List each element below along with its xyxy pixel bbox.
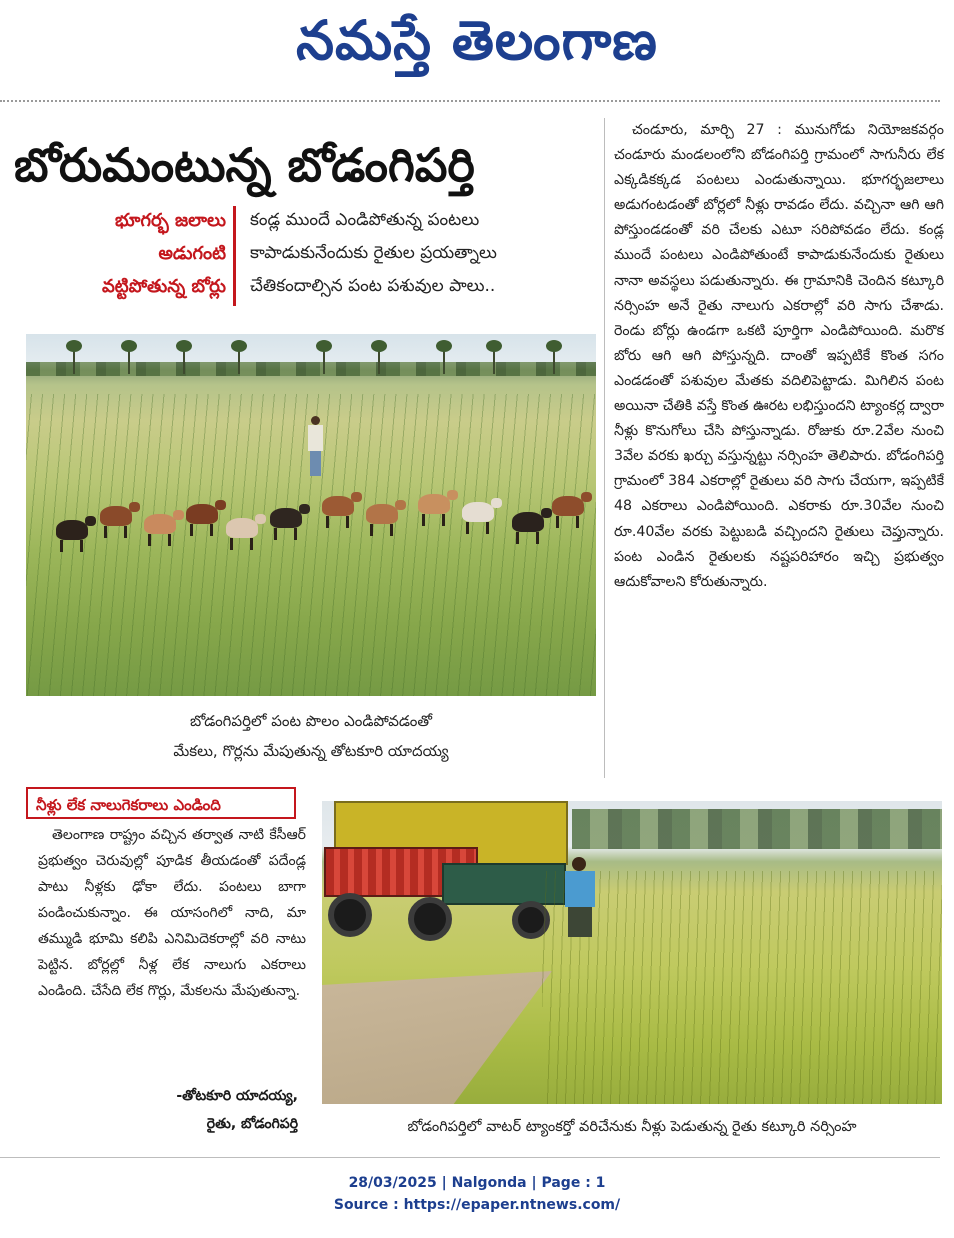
treeline [26, 362, 596, 376]
subhead-red [16, 204, 226, 303]
dirt-road [322, 971, 552, 1104]
goat [322, 496, 354, 516]
masthead-rule [0, 100, 940, 102]
headline: బోరుమంటున్న బోడంగిపర్తి [14, 138, 475, 192]
palm-tree [371, 338, 387, 374]
wheel [328, 893, 372, 937]
box-title: నీళ్లు లేక నాలుగెకరాలు ఎండింది [26, 787, 296, 819]
footer-rule [0, 1157, 940, 1158]
box-byline [100, 1082, 298, 1138]
goat [100, 506, 132, 526]
footer-source: Source : https://epaper.ntnews.com/ [333, 1197, 621, 1213]
palm-tree [436, 338, 452, 374]
photo1-caption [26, 706, 596, 766]
goat [144, 514, 176, 534]
masthead-title: నమస్తే తెలంగాణ [296, 9, 658, 72]
goat [462, 502, 494, 522]
subhead-red-line: భూగర్భ జలాలు [114, 210, 226, 231]
footer [0, 1172, 954, 1216]
subhead-red-line: వట్టిపోతున్న బోర్లు [102, 276, 226, 297]
byline-line: రైతు, బోడంగిపర్తి [206, 1116, 298, 1132]
farmer-figure [562, 857, 598, 937]
farmer-figure [306, 416, 324, 476]
subhead-black [250, 204, 600, 303]
palm-tree [486, 338, 502, 374]
article-paragraph: చండూరు, మార్చి 27 : మునుగోడు నియోజకవర్గం చండూరు మండలంలోని బోడంగిపర్తి గ్రామంలో సాగునీరు లేక ఎక్కడికక్కడ పంటలు ఎండుతున్నాయి. భూగర్భజలాలు అడుగంటడంతో బోర్లలో నీళ్లు రావడం లేదు. వచ్చినా ఆగి ఆగి పోస్తుండడంతో వరి చేలకు ఎటూ సరిపోవడం లేదు. కండ్ల ముందే పంటలు ఎండిపోతుంటే కాపాడుకునేందుకు రైతులు నానా అవస్థలు పడుతున్నారు. ఈ గ్రామానికి చెందిన కట్కూరి నర్సింహ అనే రైతు నాలుగు ఎకరాల్లో వరి సాగు చేశాడు. రెండు బోర్లు ఉండగా ఒకటి పూర్తిగా ఎండిపోయింది. మరొక బోరు ఆగి ఆగి పోస్తున్నది. దాంతో ఇప్పటికే కొంత సగం ఎండడంతో పశువుల మేతకు వదిలిపెట్టాడు. మిగిలిన పంట అయినా చేతికి వస్తే కొంత ఊరట లభిస్తుందని ట్యాంకర్ల ద్వారా నీళ్లు కొనుగోలు చేసి పోస్తున్నాడు. రోజుకు రూ.2వేల నుంచి 3వేల వరకు ఖర్చు వస్తున్నట్టు నర్సింహ తెలిపారు. బోడంగిపర్తి గ్రామంలో 384 ఎకరాల్లో రైతులు వరి సాగు చేయగా, ఇప్పటికే 48 ఎకరాలు ఎండిపోయింది. ఎకరాకు రూ.30వేల నుంచి రూ.40వేల వరకు పెట్టుబడి వచ్చిందని రైతులు చెప్తున్నారు. పంట ఎండిన రైతులకు నష్టపరిహారం ఇచ్చి ప్రభుత్వం ఆదుకోవాలని కోరుతున్నారు. [614, 122, 944, 590]
goat [418, 494, 450, 514]
palm-tree [121, 338, 137, 374]
goat [186, 504, 218, 524]
footer-date-edition: 28/03/2025 | Nalgonda | Page : 1 [348, 1175, 606, 1191]
paddy-stalks [542, 871, 942, 1104]
goat [270, 508, 302, 528]
caption-line: మేకలు, గొర్లను మేపుతున్న తోటకూరి యాదయ్య [173, 742, 449, 760]
goat [552, 496, 584, 516]
photo-field-goats [26, 334, 596, 696]
box-paragraph: తెలంగాణ రాష్ట్రం వచ్చిన తర్వాత నాటి కేసీఆర్ ప్రభుత్వం చెరువుల్లో పూడిక తీయడంతో పదేండ్ల పాటు నీళ్లకు ఢోకా లేదు. పంటలు బాగా పండించుకున్నాం. ఈ యాసంగిలో నాది, మా తమ్ముడి భూమి కలిపి ఎనిమిదెకరాల్లో వరి నాటు పెట్టిన. బోర్లల్లో నీళ్ల లేక నాలుగు ఎకరాలు ఎండింది. చేసేది లేక గొర్లు, మేకలను మేపుతున్నా. [38, 827, 306, 999]
wheel [408, 897, 452, 941]
palm-tree [546, 338, 562, 374]
goat [366, 504, 398, 524]
box-body [38, 822, 306, 1004]
column-rule [604, 118, 605, 778]
article-body [614, 118, 944, 595]
subhead-black-line: కాపాడుకునేందుకు రైతుల ప్రయత్నాలు [250, 243, 497, 263]
goat [56, 520, 88, 540]
subhead-divider [233, 206, 236, 306]
subhead-black-line: చేతికందాల్సిన పంట పశువుల పాలు.. [250, 276, 496, 296]
caption-line: బోడంగిపర్తిలో పంట పొలం ఎండిపోవడంతో [189, 712, 433, 730]
palm-tree [66, 338, 82, 374]
photo-tanker-field [322, 801, 942, 1104]
photo2-caption: బోడంగిపర్తిలో వాటర్ ట్యాంకర్తో వరిచేనుకు నీళ్లు పెడుతున్న రైతు కట్కూరి నర్సింహ [407, 1119, 857, 1135]
subhead-red-line: అడుగంటి [158, 243, 226, 264]
palm-tree [316, 338, 332, 374]
palm-tree [231, 338, 247, 374]
treeline [572, 809, 942, 849]
byline-line: -తోటకూరి యాదయ్య, [176, 1088, 298, 1104]
goat [226, 518, 258, 538]
palm-tree [176, 338, 192, 374]
goat [512, 512, 544, 532]
subhead-black-line: కండ్ల ముందే ఎండిపోతున్న పంటలు [250, 210, 480, 230]
